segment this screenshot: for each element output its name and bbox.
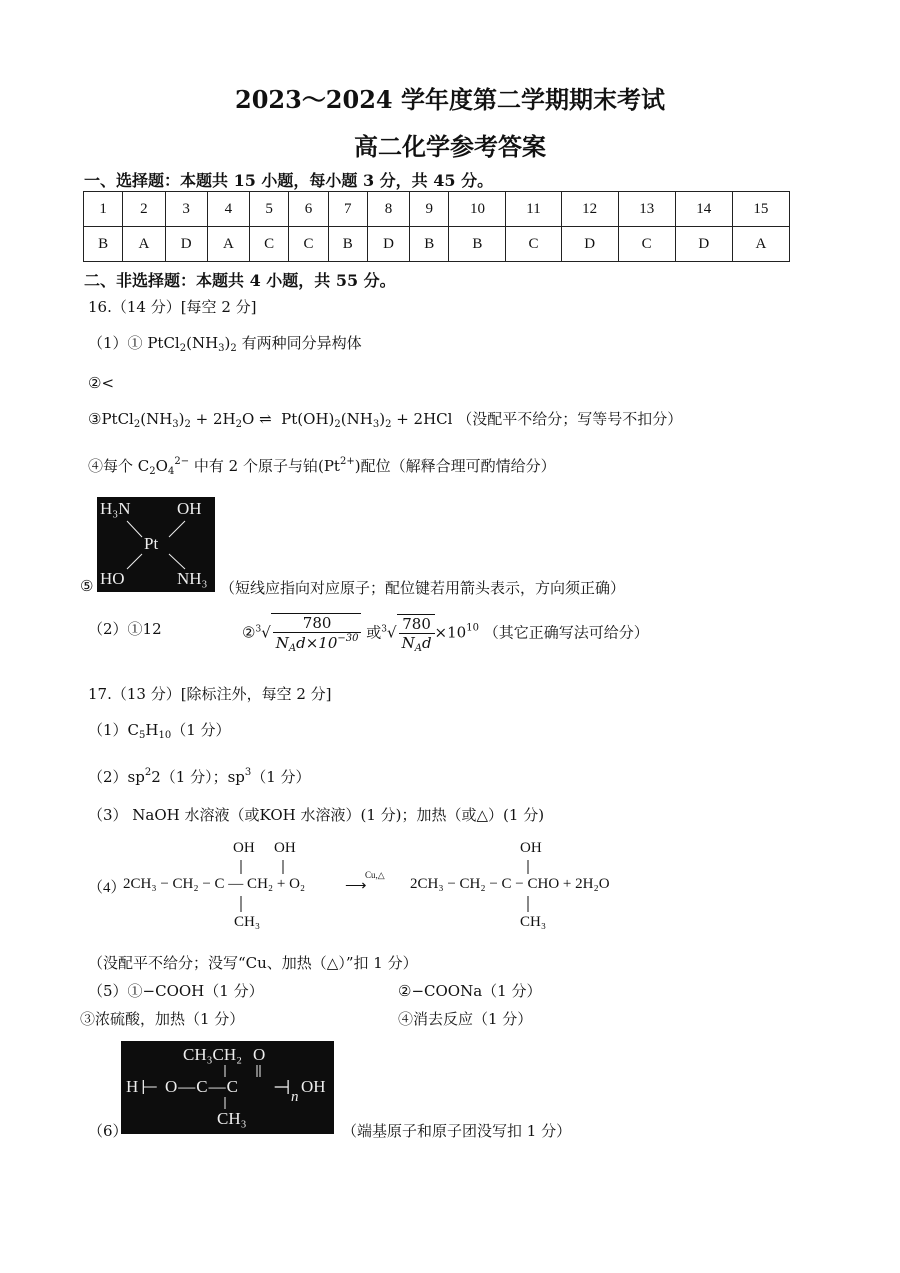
q16-p6-note: （其它正确写法可给分）: [483, 623, 649, 642]
page-title: 2023～2024 学年度第二学期期末考试: [235, 85, 665, 114]
q16-p4-ion: $C_2O_4^{2-}$: [137, 456, 190, 477]
q16-p3-prefix: ③: [88, 410, 102, 428]
q16-p4-prefix: ④每个: [88, 457, 134, 475]
q17-p1-prefix: （1）: [88, 721, 128, 739]
answer-cell: B: [410, 227, 449, 262]
poly-n: n: [291, 1089, 299, 1105]
struct-oh-top: OH: [177, 499, 202, 518]
frac1-den-tail: d×10: [296, 634, 338, 652]
answer-cell: A: [123, 227, 165, 262]
question-number-cell: 8: [367, 192, 409, 227]
q16-p1-formula: $PtCl_2(NH_3)_2$: [147, 334, 237, 354]
answer-cell: D: [675, 227, 732, 262]
q17-p4-right: 2CH₃ − CH₂ − C − CHO + 2H₂O: [410, 876, 610, 892]
answer-cell: D: [165, 227, 207, 262]
question-number-cell: 13: [618, 192, 675, 227]
root-index-2: 3: [381, 624, 388, 635]
q16-p1-text: 有两种同分异构体: [241, 334, 362, 352]
answer-cell: C: [618, 227, 675, 262]
poly-bonds: [121, 1041, 334, 1134]
q17-p4-ch3-left: CH₃: [234, 914, 261, 930]
q16-p3-note: （没配平不给分；写等号不扣分）: [457, 410, 683, 428]
answer-cell: B: [84, 227, 123, 262]
q16-p4-note: 配位（解释合理可酌情给分）: [360, 457, 556, 475]
q16-part3: [88, 408, 682, 430]
page-subtitle: 高二化学参考答案: [354, 132, 546, 161]
q17-part2: [88, 766, 311, 787]
answer-cell: B: [449, 227, 506, 262]
answer-table: [83, 191, 790, 262]
q17-p2-a-exp: 2: [144, 767, 152, 778]
q16-p6-mid: ②: [242, 623, 256, 642]
q17-p4-condition: Cu,△: [365, 870, 385, 880]
q17-p5b: ②−COONa（1 分）: [398, 982, 542, 1000]
struct-bonds: [97, 497, 215, 592]
q16-p6-formula: ②$^3$√ $\frac{780}{N_Ad\times 10^{-30}}$ 或$^3$√ $\frac{780}{N_Ad}$ $\times 10^{10}$ （其它正确写法可给分）: [242, 614, 649, 654]
question-number-cell: 3: [165, 192, 207, 227]
frac1-den-exp: −30: [337, 633, 359, 644]
question-number-cell: 12: [561, 192, 618, 227]
question-number-cell: 10: [449, 192, 506, 227]
q16-header: 16.（14 分）[每空 2 分]: [88, 298, 257, 316]
q17-p4-note: （没配平不给分；没写“Cu、加热（△）”扣 1 分）: [88, 954, 418, 972]
q17-p4-oh3: OH: [520, 840, 542, 856]
frac1-den-n: N: [275, 634, 289, 652]
q17-p1-sub2: 10: [158, 730, 172, 741]
section-2-heading: 二、非选择题：本题共 4 小题，共 55 分。: [84, 271, 396, 290]
q17-p1-sub1: 5: [139, 730, 146, 741]
question-number-cell: 4: [207, 192, 249, 227]
frac2-num: 780: [399, 615, 435, 634]
q16-p1-prefix: （1）①: [88, 334, 143, 352]
answer-cell: A: [732, 227, 789, 262]
q17-part4-equation: [0, 838, 900, 938]
answer-table-answer-row: [84, 227, 790, 262]
poly-backbone: O—C—C: [165, 1077, 239, 1096]
question-number-cell: 14: [675, 192, 732, 227]
pt-complex-structure-image: [97, 497, 215, 592]
q17-p4-oh2: OH: [274, 840, 296, 856]
times-exp: 10: [466, 622, 479, 634]
answer-cell: B: [328, 227, 367, 262]
frac2-den-n: N: [401, 633, 415, 652]
q17-p2-b-exp: 3: [244, 767, 252, 778]
q17-p2-b: 2（1 分）；sp: [151, 768, 245, 786]
q16-part1: [88, 332, 362, 354]
q16-p5-prefix: ⑤: [80, 577, 94, 595]
poly-ch3: CH₃: [217, 1109, 247, 1128]
struct-h3n: H₃N: [100, 499, 131, 518]
q16-part6: [88, 618, 162, 639]
q17-p6-prefix: （6）: [88, 1122, 128, 1140]
frac1-den-sub: A: [288, 643, 297, 654]
question-number-cell: 6: [289, 192, 328, 227]
question-number-cell: 2: [123, 192, 165, 227]
struct-pt: Pt: [144, 534, 159, 553]
question-number-cell: 15: [732, 192, 789, 227]
q17-p2-a: （2）sp: [88, 768, 145, 786]
q16-p5-note: （短线应指向对应原子；配位键若用箭头表示，方向须正确）: [220, 579, 626, 597]
section-1-heading: 一、选择题：本题共 15 小题，每小题 3 分，共 45 分。: [84, 171, 494, 190]
question-number-cell: 7: [328, 192, 367, 227]
q17-p5d: ④消去反应（1 分）: [398, 1010, 533, 1028]
q17-header: 17.（13 分）[除标注外，每空 2 分]: [88, 685, 332, 703]
answer-cell: C: [289, 227, 328, 262]
q16-p4-mid: 中有 2 个原子与铂: [193, 457, 318, 475]
poly-bracket-right: ⊣: [273, 1077, 291, 1099]
q16-part2: ②<: [88, 374, 115, 392]
question-number-cell: 11: [506, 192, 561, 227]
answer-table-number-row: [84, 192, 790, 227]
answer-cell: C: [250, 227, 289, 262]
q17-p5a: （5）①−COOH（1 分）: [88, 982, 264, 1000]
poly-o-top: O: [253, 1045, 266, 1064]
q17-p1-c: C: [127, 721, 140, 739]
root-index-1: 3: [255, 624, 262, 635]
polymer-structure-image: [121, 1041, 334, 1134]
answer-cell: A: [207, 227, 249, 262]
q17-part3: （3） NaOH 水溶液（或KOH 水溶液）(1 分)；加热（或△）(1 分): [88, 806, 545, 824]
q16-p6-or: 或: [366, 623, 382, 642]
question-number-cell: 9: [410, 192, 449, 227]
q17-p4-arrow: ⟶: [345, 878, 367, 894]
answer-cell: D: [367, 227, 409, 262]
question-number-cell: 1: [84, 192, 123, 227]
poly-bracket-left: ⊢: [141, 1077, 159, 1099]
struct-nh3: NH₃: [177, 569, 208, 588]
poly-ch3ch2: CH₃CH₂: [183, 1045, 243, 1064]
answer-cell: D: [561, 227, 618, 262]
q17-part1: [88, 719, 231, 741]
poly-h: H: [126, 1077, 139, 1096]
q17-p2-c: （1 分）: [251, 768, 311, 786]
q16-part4: [88, 455, 556, 477]
frac2-den-tail: d: [421, 633, 432, 652]
q17-p1-score: （1 分）: [171, 721, 231, 739]
question-number-cell: 5: [250, 192, 289, 227]
q17-p6-note: （端基原子和原子团没写扣 1 分）: [342, 1122, 572, 1140]
q17-p4-prefix: （4）: [88, 880, 126, 896]
struct-ho: HO: [100, 569, 125, 588]
answer-cell: C: [506, 227, 561, 262]
q16-p6-prefix: （2）①12: [88, 620, 162, 638]
q16-p4-pt: $(Pt^{2+})$: [317, 456, 361, 475]
poly-oh: OH: [301, 1077, 326, 1096]
q17-p4-bonds: [0, 838, 900, 938]
q17-p5c: ③浓硫酸，加热（1 分）: [80, 1010, 245, 1028]
q17-p4-left: 2CH₃ − CH₂ − C — CH₂ + O₂: [123, 876, 306, 892]
q16-p3-equation: $PtCl_2(NH_3)_2 + 2H_2O$ ⇌ $Pt(OH)_2(NH_3)_2 + 2HCl$: [101, 410, 453, 430]
frac1-num: 780: [273, 614, 362, 633]
q17-p1-h: H: [145, 721, 159, 739]
times-ten: ×10: [434, 623, 467, 642]
q17-p4-ch3-right: CH₃: [520, 914, 547, 930]
frac2-den-sub: A: [414, 642, 422, 654]
q17-p4-oh1: OH: [233, 840, 255, 856]
